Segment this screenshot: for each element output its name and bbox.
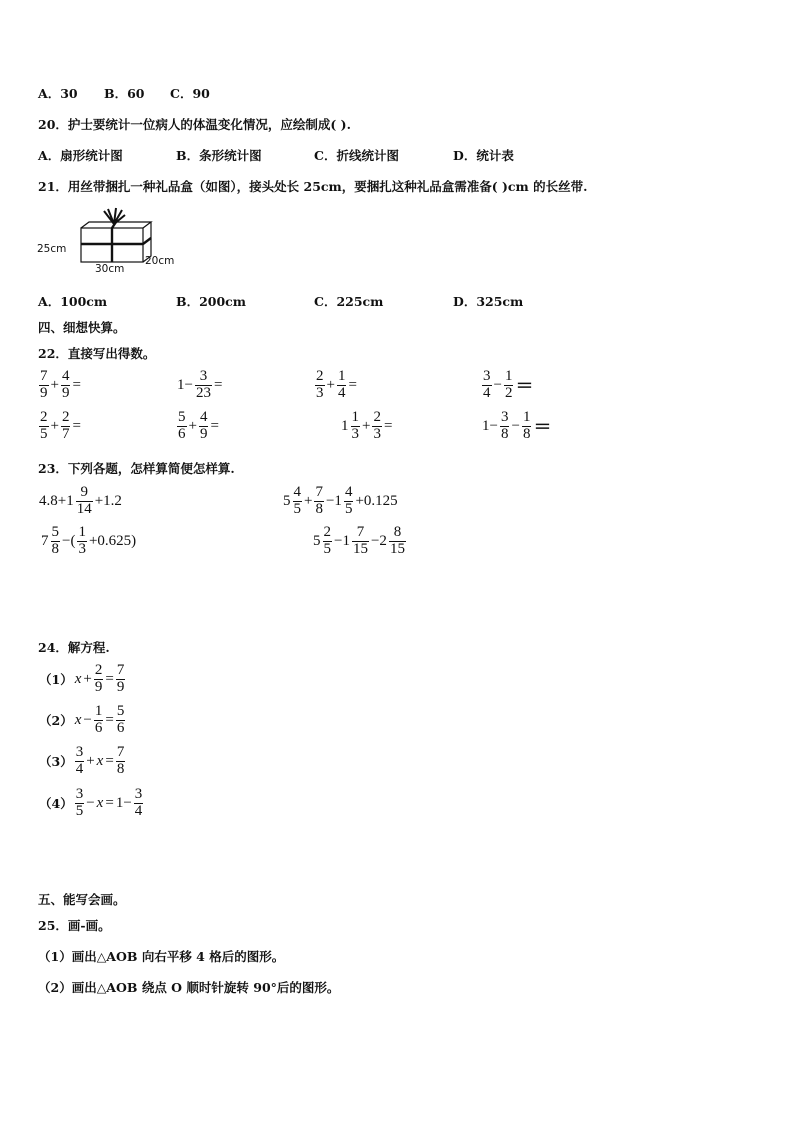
variable-x: x [74, 670, 82, 687]
fraction [51, 525, 61, 558]
q20-option-d: D．统计表 [453, 148, 514, 163]
q25-item-1: （1）画出△AOB 向右平移 4 格后的图形。 [38, 949, 285, 964]
q24-equation [38, 787, 144, 820]
q22-expression [38, 410, 82, 443]
numerator: 1 [504, 368, 513, 384]
numerator: 2 [61, 409, 70, 425]
math-operator: = [105, 794, 114, 811]
math-operator: + [304, 492, 313, 509]
math-operator: 1 [341, 417, 349, 434]
fraction [177, 410, 187, 443]
denominator: 8 [500, 425, 509, 442]
denominator: 3 [78, 540, 86, 557]
fraction [352, 525, 369, 558]
fraction [116, 663, 126, 696]
numerator: 5 [178, 409, 186, 425]
box-length-label: 30cm [95, 263, 125, 275]
fraction [372, 410, 382, 443]
denominator: 3 [316, 384, 324, 401]
numerator: 4 [199, 409, 208, 425]
fraction [293, 485, 303, 518]
q22-expression [314, 369, 358, 402]
variable-x: x [96, 794, 104, 811]
numerator: 7 [116, 744, 125, 760]
math-operator: = [105, 752, 114, 769]
numerator: 3 [500, 409, 509, 425]
q22-expression [176, 410, 220, 443]
denominator: 9 [61, 384, 70, 401]
math-operator: + [83, 670, 92, 687]
fraction [195, 369, 212, 402]
math-operator: ＝ [533, 417, 552, 438]
math-operator: 1− [115, 794, 132, 811]
fraction [389, 525, 406, 558]
numerator: 1 [522, 409, 531, 425]
denominator: 14 [76, 500, 92, 517]
math-operator: −2 [370, 532, 387, 549]
denominator: 23 [195, 384, 211, 401]
numerator: 2 [373, 409, 381, 425]
q21-option-b: B．200cm [176, 294, 246, 309]
numerator: 3 [134, 786, 143, 802]
numerator: 3 [483, 368, 491, 384]
denominator: 9 [116, 678, 125, 695]
fraction [75, 745, 85, 778]
math-operator: 5 [283, 492, 291, 509]
numerator: 5 [116, 703, 125, 719]
q23-expression [38, 485, 123, 518]
fraction [116, 704, 126, 737]
denominator: 8 [522, 425, 531, 442]
q19-option-a: A．30 [38, 86, 78, 101]
numerator: 3 [75, 744, 84, 760]
fraction [75, 787, 85, 820]
fraction [76, 485, 93, 518]
fraction [134, 787, 144, 820]
math-operator: −1 [334, 532, 350, 549]
math-operator: + [188, 417, 197, 434]
box-height-label: 25cm [37, 243, 67, 255]
q22-expression [481, 410, 552, 443]
math-operator: − [493, 376, 502, 393]
math-operator: −( [62, 532, 76, 549]
denominator: 5 [40, 425, 48, 442]
equation-label: （2） [39, 713, 73, 729]
q22-expression [38, 369, 82, 402]
denominator: 9 [94, 678, 103, 695]
fraction [39, 410, 49, 443]
math-operator: = [383, 417, 393, 434]
fraction [504, 369, 514, 402]
math-operator: ＝ [515, 376, 534, 397]
math-operator: + [326, 376, 335, 393]
numerator: 2 [94, 662, 103, 678]
fraction [39, 369, 49, 402]
numerator: 7 [116, 662, 125, 678]
math-operator: = [348, 376, 357, 393]
math-operator: = [72, 417, 81, 434]
numerator: 9 [76, 485, 93, 502]
denominator: 5 [75, 802, 84, 819]
q24-equation [38, 745, 126, 778]
fraction [61, 369, 71, 402]
math-operator: +1.2 [94, 492, 122, 509]
q20-text: 20．护士要统计一位病人的体温变化情况，应绘制成( ). [38, 117, 351, 132]
denominator: 6 [178, 425, 186, 442]
math-operator: −1 [325, 492, 342, 509]
variable-x: x [96, 752, 104, 769]
fraction [344, 485, 354, 518]
variable-x: x [74, 711, 82, 728]
numerator: 8 [389, 525, 406, 542]
numerator: 1 [94, 703, 103, 719]
denominator: 2 [504, 384, 513, 401]
numerator: 5 [51, 524, 59, 540]
denominator: 8 [116, 760, 125, 777]
fraction [61, 410, 71, 443]
box-width-label: 20cm [145, 255, 175, 267]
math-operator: − [511, 417, 520, 434]
math-operator: +0.125 [355, 492, 398, 509]
numerator: 4 [293, 484, 301, 500]
q22-expression [340, 410, 393, 443]
math-operator: = [105, 711, 114, 728]
q21-option-c: C．225cm [314, 294, 384, 309]
q21-option-d: D．325cm [453, 294, 524, 309]
denominator: 8 [315, 500, 323, 517]
fraction [337, 369, 347, 402]
q23-expression [312, 525, 407, 558]
denominator: 9 [199, 425, 208, 442]
numerator: 2 [40, 409, 48, 425]
numerator: 4 [344, 484, 353, 500]
denominator: 5 [293, 500, 301, 517]
denominator: 3 [373, 425, 381, 442]
q22-expression [176, 369, 223, 402]
numerator: 2 [316, 368, 324, 384]
denominator: 15 [352, 540, 368, 557]
q20-option-b: B．条形统计图 [176, 148, 262, 163]
denominator: 5 [344, 500, 353, 517]
math-operator: 4.8+1 [39, 492, 74, 509]
numerator: 3 [195, 369, 212, 386]
q24-equation [38, 704, 126, 737]
equation-label: （4） [39, 796, 73, 812]
math-operator: − [86, 794, 95, 811]
denominator: 4 [483, 384, 491, 401]
q19-option-b: B．60 [104, 86, 145, 101]
numerator: 1 [78, 524, 86, 540]
math-operator: + [50, 417, 59, 434]
math-operator: + [86, 752, 95, 769]
q24-equation [38, 663, 126, 696]
numerator: 7 [352, 525, 369, 542]
denominator: 3 [351, 425, 359, 442]
fraction [323, 525, 333, 558]
fraction [315, 369, 325, 402]
denominator: 4 [337, 384, 346, 401]
q22-title: 22．直接写出得数。 [38, 346, 156, 361]
math-operator: 1− [177, 376, 193, 393]
fraction [94, 704, 104, 737]
denominator: 6 [116, 719, 125, 736]
numerator: 4 [61, 368, 70, 384]
denominator: 7 [61, 425, 70, 442]
q25-title: 25．画-画。 [38, 918, 111, 933]
fraction [116, 745, 126, 778]
math-operator: +0.625) [88, 532, 137, 549]
fraction [522, 410, 532, 443]
fraction [199, 410, 209, 443]
q22-expression [481, 369, 534, 402]
math-operator: = [105, 670, 114, 687]
equation-label: （3） [39, 754, 73, 770]
numerator: 1 [337, 368, 346, 384]
math-operator: 5 [313, 532, 321, 549]
equation-label: （1） [39, 672, 73, 688]
q20-option-a: A．扇形统计图 [38, 148, 123, 163]
denominator: 4 [75, 760, 84, 777]
q20-option-c: C．折线统计图 [314, 148, 399, 163]
math-operator: = [213, 376, 223, 393]
denominator: 4 [134, 802, 143, 819]
fraction [351, 410, 361, 443]
fraction [77, 525, 87, 558]
q23-title: 23．下列各题，怎样算简便怎样算. [38, 461, 235, 476]
q24-title: 24．解方程. [38, 640, 110, 655]
fraction [94, 663, 104, 696]
fraction [314, 485, 324, 518]
denominator: 8 [51, 540, 59, 557]
numerator: 1 [351, 409, 359, 425]
q21-text: 21．用丝带捆扎一种礼品盒（如图），接头处长 25cm，要捆扎这种礼品盒需准备( )cm 的长丝带. [38, 179, 588, 194]
numerator: 7 [315, 484, 323, 500]
math-operator: − [83, 711, 92, 728]
math-operator: + [362, 417, 371, 434]
denominator: 9 [40, 384, 48, 401]
q19-option-c: C．90 [170, 86, 210, 101]
math-operator: = [210, 417, 219, 434]
denominator: 6 [94, 719, 103, 736]
denominator: 5 [323, 540, 331, 557]
fraction [482, 369, 492, 402]
denominator: 15 [389, 540, 405, 557]
math-operator: 7 [41, 532, 49, 549]
q25-item-2: （2）画出△AOB 绕点 O 顺时针旋转 90°后的图形。 [38, 980, 340, 995]
q23-expression [40, 525, 137, 558]
section-4-heading: 四、细想快算。 [38, 320, 126, 335]
numerator: 3 [75, 786, 84, 802]
q23-expression [282, 485, 399, 518]
fraction [500, 410, 510, 443]
q21-option-a: A．100cm [38, 294, 108, 309]
math-operator: 1− [482, 417, 498, 434]
numerator: 2 [323, 524, 331, 540]
math-operator: = [72, 376, 81, 393]
section-5-heading: 五、能写会画。 [38, 892, 126, 907]
numerator: 7 [40, 368, 48, 384]
math-operator: + [50, 376, 59, 393]
